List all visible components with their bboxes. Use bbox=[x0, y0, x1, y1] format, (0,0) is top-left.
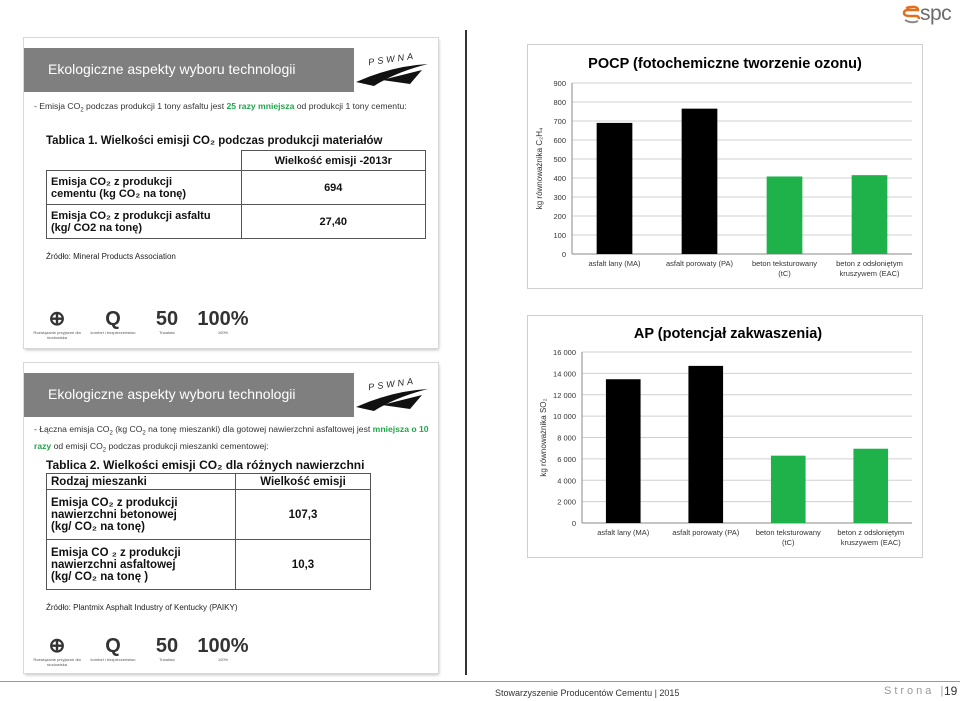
x-tick-label: asfalt lany (MA) bbox=[588, 259, 641, 268]
x-tick-label: beton teksturowany bbox=[751, 259, 818, 268]
y-tick-label: 300 bbox=[553, 193, 566, 202]
slide-2-bullet: - Łączna emisja $CO_2$ (kg $CO_2$ na tonę mieszanki) dla gotowej nawierzchni asfaltowej jest mniejsza o 10 razy od emisji $CO_2$ podczas produkcji mieszanki cementowej: bbox=[34, 424, 429, 454]
x-tick-label: kruszywem (EAC) bbox=[840, 538, 901, 547]
x-tick-label: beton z odsłoniętym bbox=[836, 259, 903, 268]
slide-1-title: Ekologiczne aspekty wyboru technologii bbox=[48, 61, 296, 77]
y-tick-label: 600 bbox=[553, 136, 566, 145]
y-tick-label: 400 bbox=[553, 174, 566, 183]
table-1-row-value: 27,40 bbox=[241, 205, 426, 239]
slide-1 bbox=[24, 38, 438, 348]
footer-org: Stowarzyszenie Producentów Cementu | 2015 bbox=[495, 688, 680, 698]
y-tick-label: 6 000 bbox=[557, 454, 576, 464]
page-number: 19 bbox=[944, 684, 958, 698]
slide-1-badges bbox=[30, 308, 270, 348]
y-tick-label: 700 bbox=[553, 117, 566, 126]
target-icon: ⊕ Rozwiązanie przyjazne dla środowiska bbox=[33, 635, 81, 667]
table-1-caption: Tablica 1. Wielkości emisji CO₂ podczas produkcji materiałów bbox=[46, 135, 383, 147]
chart-ap bbox=[527, 315, 923, 558]
bar bbox=[767, 176, 803, 254]
bar bbox=[597, 123, 633, 254]
y-tick-label: 0 bbox=[561, 250, 566, 259]
table-2-col-header: Wielkość emisji bbox=[236, 474, 371, 490]
table-2-col-header: Rodzaj mieszanki bbox=[47, 474, 236, 490]
bar bbox=[852, 175, 888, 254]
slide-1-bullet: - Emisja $CO_2$ podczas produkcji 1 tony asfaltu jest 25 razy mniejsza od produkcji 1 tony cementu: bbox=[34, 101, 407, 114]
table-1 bbox=[46, 150, 426, 239]
slide-2-header bbox=[24, 373, 354, 417]
chart-pocp bbox=[527, 44, 923, 289]
chart-pocp-svg bbox=[528, 45, 922, 288]
footer-rule bbox=[0, 681, 960, 682]
y-tick-label: 800 bbox=[553, 98, 566, 107]
x-tick-label: asfalt lany (MA) bbox=[597, 528, 650, 537]
y-tick-label: 8 000 bbox=[557, 433, 576, 443]
y-tick-label: 100 bbox=[553, 231, 566, 240]
svg-text:PSWNA: PSWNA bbox=[367, 375, 417, 393]
x-tick-label: beton teksturowany bbox=[755, 528, 821, 537]
bar bbox=[688, 366, 723, 523]
chart-title: POCP (fotochemiczne tworzenie ozonu) bbox=[588, 56, 862, 72]
slide-1-source: Źródło: Mineral Products Association bbox=[46, 252, 176, 261]
table-1-row-value: 694 bbox=[241, 171, 426, 205]
table-2 bbox=[46, 473, 371, 590]
hundred-percent-icon: 100% 100% bbox=[197, 308, 249, 335]
fifty-icon: 50 Trwałość bbox=[155, 308, 179, 335]
x-tick-label: (tC) bbox=[778, 269, 791, 278]
y-tick-label: 14 000 bbox=[553, 369, 576, 379]
y-tick-label: 900 bbox=[553, 79, 566, 88]
pswna-logo bbox=[352, 44, 432, 92]
spc-logo bbox=[902, 4, 960, 26]
y-tick-label: 0 bbox=[571, 519, 576, 528]
y-tick-label: 4 000 bbox=[557, 476, 576, 486]
bar bbox=[771, 456, 806, 523]
chart-title: AP (potencjał zakwaszenia) bbox=[633, 326, 823, 342]
svg-text:PSWNA: PSWNA bbox=[367, 50, 417, 68]
table-2-row-label: Emisja CO₂ z produkcji nawierzchni betonowej (kg/ CO₂ na tonę) bbox=[47, 490, 236, 540]
bar bbox=[853, 449, 888, 523]
table-2-caption: Tablica 2. Wielkości emisji CO₂ dla różnych nawierzchni bbox=[46, 458, 365, 472]
x-tick-label: beton z odsłoniętym bbox=[837, 528, 905, 537]
x-tick-label: (tC) bbox=[782, 538, 795, 547]
table-1-row-label: Emisja CO₂ z produkcji cementu (kg CO₂ na tonę) bbox=[47, 171, 242, 205]
table-2-row-value: 107,3 bbox=[236, 490, 371, 540]
pswna-logo bbox=[352, 369, 432, 417]
spc-swirl-icon bbox=[902, 4, 922, 26]
y-tick-label: 10 000 bbox=[553, 412, 576, 422]
y-tick-label: 2 000 bbox=[557, 497, 576, 507]
y-axis-label: kg równoważnika SO₂ bbox=[539, 398, 548, 477]
q-quality-icon: Q komfort i bezpieczeństwo bbox=[90, 308, 136, 335]
bar bbox=[606, 379, 641, 523]
y-tick-label: 12 000 bbox=[553, 390, 576, 400]
table-1-header: Wielkość emisji -2013r bbox=[241, 151, 426, 171]
vertical-divider bbox=[465, 30, 467, 675]
x-tick-label: asfalt porowaty (PA) bbox=[666, 259, 733, 268]
table-1-row-label: Emisja CO₂ z produkcji asfaltu (kg/ CO2 na tonę) bbox=[47, 205, 242, 239]
q-quality-icon: Q komfort i bezpieczeństwo bbox=[90, 635, 136, 662]
chart-ap-svg bbox=[528, 316, 922, 557]
page-label: Strona | bbox=[884, 685, 947, 697]
table-2-row-value: 10,3 bbox=[236, 540, 371, 590]
logo-text: spc bbox=[920, 2, 952, 25]
target-icon: ⊕ Rozwiązanie przyjazne dla środowiska bbox=[33, 308, 81, 340]
bar bbox=[682, 109, 718, 254]
slide-2-title: Ekologiczne aspekty wyboru technologii bbox=[48, 386, 296, 402]
table-2-row-label: Emisja CO ₂ z produkcji nawierzchni asfaltowej (kg/ CO₂ na tonę ) bbox=[47, 540, 236, 590]
fifty-icon: 50 Trwałość bbox=[155, 635, 179, 662]
y-axis-label: kg równoważnika C₂H₄ bbox=[535, 127, 544, 210]
y-tick-label: 16 000 bbox=[553, 348, 576, 357]
slide-2 bbox=[24, 363, 438, 673]
slide-1-header bbox=[24, 48, 354, 92]
x-tick-label: asfalt porowaty (PA) bbox=[672, 528, 740, 537]
slide-2-source: Źródło: Plantmix Asphalt Industry of Kentucky (PAIKY) bbox=[46, 603, 238, 612]
hundred-percent-icon: 100% 100% bbox=[197, 635, 249, 662]
y-tick-label: 500 bbox=[553, 155, 566, 164]
slide-2-badges bbox=[30, 635, 270, 675]
y-tick-label: 200 bbox=[553, 212, 566, 221]
x-tick-label: kruszywem (EAC) bbox=[839, 269, 900, 278]
